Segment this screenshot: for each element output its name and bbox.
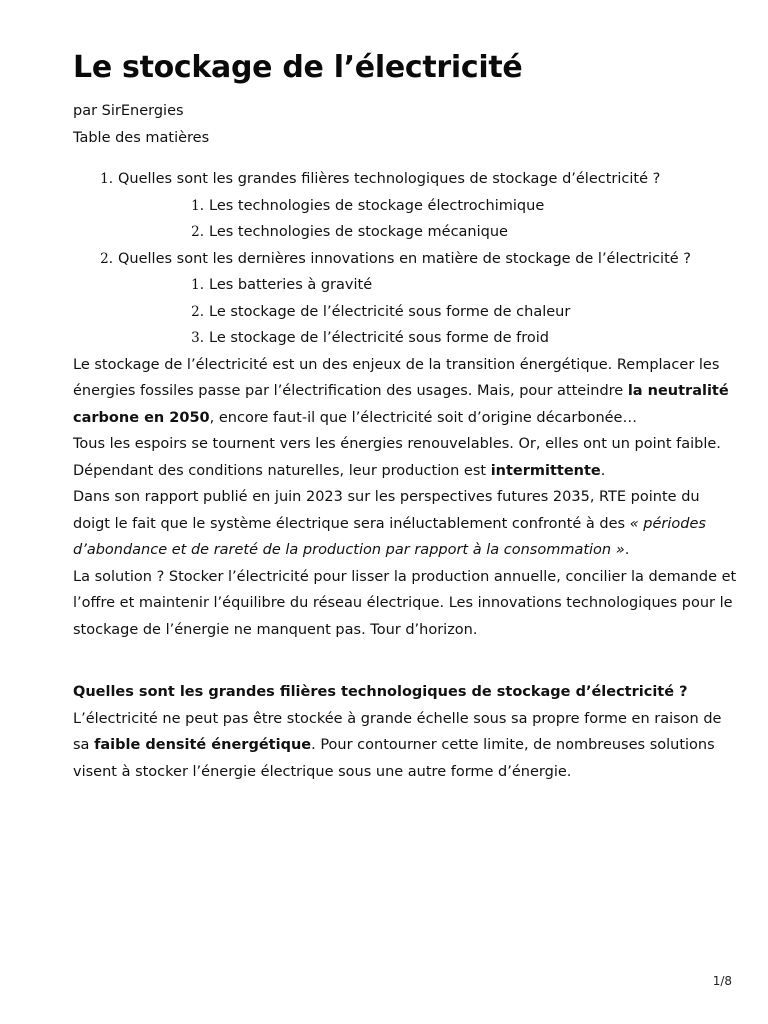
toc-link[interactable]: Quelles sont les dernières innovations en matière de stockage de l’électricité ? [118,250,691,267]
page-number: 1/8 [712,974,732,988]
toc-number: 1. [191,277,204,293]
para-text: Tous les espoirs se tournent vers les énergies renouvelables. Or, elles ont un point faible. Dépendant des conditions naturelles, leur production est [73,436,721,479]
section-paragraph [73,706,741,786]
toc-number: 3. [191,330,204,346]
toc-item-2-1[interactable] [118,272,741,299]
toc-item-2-3[interactable] [118,325,741,352]
toc-item-1[interactable] [73,166,741,246]
para-bold-text: intermittente [490,462,601,479]
rte-paragraph [73,484,741,564]
para-text: . [600,462,606,479]
toc-item-1-2[interactable] [118,219,741,246]
para-text: Le stockage de l’électricité est un des enjeux de la transition énergétique. Remplacer les énergies fossiles passe par l’électrification des usages. Mais, pour atteindre [73,356,720,399]
para-text: L’électricité ne peut pas être stockée à grande échelle sous sa propre forme en raison de sa [73,710,722,753]
toc-sublist [118,272,741,352]
toc-link[interactable]: Quelles sont les grandes filières technologiques de stockage d’électricité ? [118,171,661,187]
toc-item-2-2[interactable] [118,299,741,326]
toc-number: 2. [191,224,204,240]
toc-item-1-1[interactable] [118,193,741,220]
para-text: . Pour contourner cette limite, de nombreuses solutions visent à stocker l’énergie électrique sous une autre forme d’énergie. [73,737,715,780]
author-line: par SirEnergies [73,103,184,119]
toc-link[interactable]: Les technologies de stockage électrochimique [209,197,545,214]
renewables-paragraph [73,431,741,484]
solution-paragraph: La solution ? Stocker l’électricité pour lisser la production annuelle, concilier la demande et l’offre et maintenir l’équilibre du réseau électrique. Les innovations technologiques pour le stockage de l’énergie ne manquent pas. Tour d’horizon. [73,568,737,638]
toc-item-2[interactable] [73,246,741,352]
document-meta [73,98,741,151]
toc-number: 2. [191,303,204,320]
para-bold-text: faible densité énergétique [94,737,312,753]
document-page [73,48,741,785]
toc-number: 1. [191,197,204,214]
toc-link[interactable]: Les batteries à gravité [209,277,373,293]
toc-number: 2. [100,250,113,267]
intro-paragraph [73,352,741,432]
toc-number: 1. [100,171,113,187]
section-heading: Quelles sont les grandes filières technologiques de stockage d’électricité ? [73,684,688,700]
toc-heading: Table des matières [73,129,210,146]
toc-sublist [118,193,741,246]
para-quote: « périodes d’abondance et de rareté de la production par rapport à la consommation » [73,515,706,558]
para-text: , encore faut-il que l’électricité soit d’origine décarbonée… [209,409,637,426]
toc-link[interactable]: Les technologies de stockage mécanique [209,224,508,240]
table-of-contents [73,166,741,352]
para-text: Dans son rapport publié en juin 2023 sur les perspectives futures 2035, RTE pointe du doigt le fait que le système électrique sera inéluctablement confronté à des [73,489,700,532]
toc-link[interactable]: Le stockage de l’électricité sous forme de froid [209,330,550,346]
document-title: Le stockage de l’électricité [73,50,523,85]
para-text: . [624,542,630,558]
para-bold-text: la neutralité carbone en 2050 [73,383,729,426]
toc-link[interactable]: Le stockage de l’électricité sous forme de chaleur [209,303,571,320]
